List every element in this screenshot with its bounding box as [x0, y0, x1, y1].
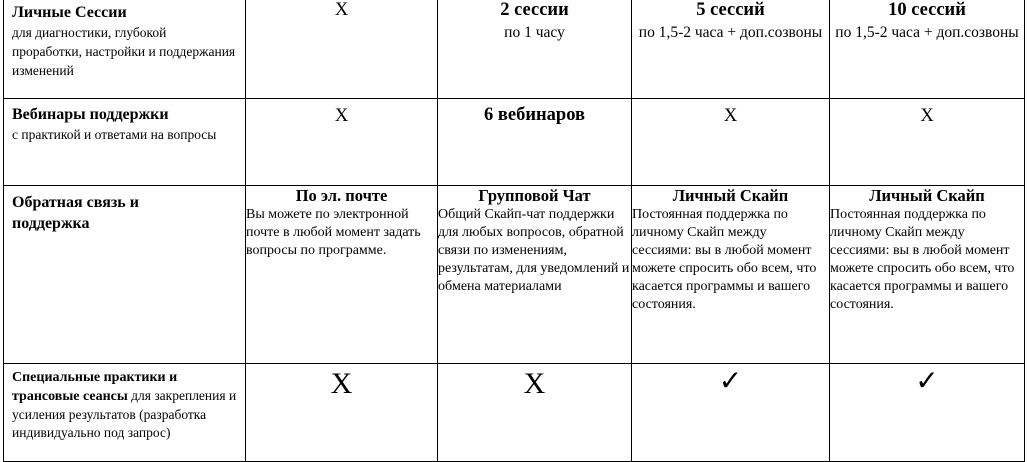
- cell-title: По эл. почте: [295, 186, 388, 205]
- row-label-cell: [4, 364, 246, 462]
- cell-title: 6 вебинаров: [484, 105, 585, 125]
- comparison-table: [3, 0, 1025, 462]
- table-cell: [830, 99, 1025, 186]
- x-mark-icon: X: [920, 106, 934, 126]
- table-cell: [632, 0, 830, 99]
- table-cell: [830, 0, 1025, 99]
- cell-subtitle: по 1 часу: [504, 24, 565, 41]
- cell-text: Постоянная поддержка по личному Скайп между сессиями: вы в любой момент можете спросить обо всем, что касается программы и вашего состояния.: [632, 207, 817, 312]
- x-mark-icon: X: [723, 106, 738, 126]
- table-cell: [438, 364, 632, 462]
- table-row: [4, 0, 1025, 99]
- cell-text: Постоянная поддержка по личному Скайп между сессиями: вы в любой момент можете спросить обо всем, что касается программы и вашего состояния.: [830, 207, 1015, 312]
- row-label-title: Специальные практики и трансовые сеансы: [12, 370, 178, 404]
- cell-text: Вы можете по электронной почте в любой момент задать вопросы по программе.: [246, 207, 421, 258]
- table-cell: [632, 364, 830, 462]
- table-cell: [246, 99, 438, 186]
- x-mark-icon: X: [334, 0, 349, 20]
- check-mark-icon: ✓: [718, 366, 743, 397]
- x-mark-icon: X: [523, 367, 546, 400]
- table-cell: [246, 364, 438, 462]
- row-label-description: для диагностики, глубокой проработки, настройки и поддержания изменений: [12, 25, 236, 78]
- row-label-description: для закрепления и усиления результатов (разработка индивидуально под запрос): [12, 388, 237, 440]
- table-cell: [632, 186, 830, 364]
- table-cell: [830, 364, 1025, 462]
- cell-title: Личный Скайп: [672, 186, 789, 205]
- cell-title: 2 сессии: [500, 0, 569, 20]
- table-cell: [438, 0, 632, 99]
- row-label-title: Обратная связь и поддержка: [12, 194, 139, 232]
- table-cell: [246, 186, 438, 364]
- table-cell: [830, 186, 1025, 364]
- cell-subtitle: по 1,5-2 часа + доп.созвоны: [835, 24, 1019, 41]
- table-cell: [246, 0, 438, 99]
- row-label-title: Личные Сессии: [12, 4, 127, 21]
- x-mark-icon: X: [330, 367, 353, 400]
- table-cell: [438, 99, 632, 186]
- row-label-cell: [4, 99, 246, 186]
- cell-title: Личный Скайп: [869, 186, 985, 205]
- row-label-description: с практикой и ответами на вопросы: [12, 127, 217, 142]
- row-label-title: Вебинары поддержки: [12, 106, 169, 123]
- table-cell: [632, 99, 830, 186]
- check-mark-icon: ✓: [915, 366, 939, 397]
- cell-title: 10 сессий: [888, 0, 966, 20]
- row-label-cell: [4, 0, 246, 99]
- table-cell: [438, 186, 632, 364]
- x-mark-icon: X: [334, 106, 349, 126]
- cell-subtitle: по 1,5-2 часа + доп.созвоны: [638, 24, 823, 41]
- cell-title: 5 сессий: [696, 0, 765, 20]
- cell-text: Общий Скайп-чат поддержки для любых вопросов, обратной связи по изменениям, результатам, для уведомлений и обмена материалами: [438, 207, 630, 294]
- cell-title: Групповой Чат: [478, 186, 591, 205]
- table-row: [4, 186, 1025, 364]
- row-label-cell: [4, 186, 246, 364]
- table-row: [4, 99, 1025, 186]
- table-row: [4, 364, 1025, 462]
